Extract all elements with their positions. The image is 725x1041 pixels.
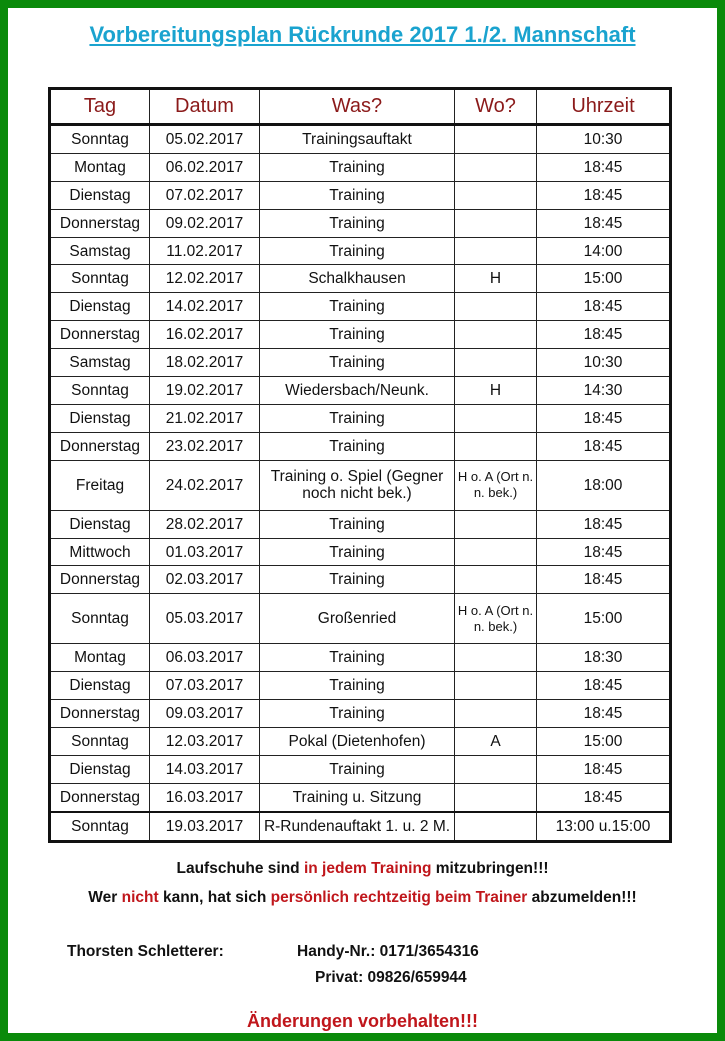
cell-was: Training <box>260 404 455 432</box>
cell-was: Trainingsauftakt <box>260 125 455 154</box>
header-wo: Wo? <box>455 89 537 125</box>
table-row <box>50 566 671 594</box>
contact-name: Thorsten Schletterer: <box>67 943 224 960</box>
cell-wo <box>455 510 537 538</box>
cell-was: Training <box>260 644 455 672</box>
table-row <box>50 321 671 349</box>
note2-part-e: abzumelden!!! <box>527 889 637 906</box>
table-header-row <box>50 89 671 125</box>
note2-part-c: kann, hat sich <box>158 889 271 906</box>
cell-wo <box>455 672 537 700</box>
cell-zeit: 18:45 <box>537 432 671 460</box>
cell-zeit: 18:45 <box>537 755 671 783</box>
cell-tag: Mittwoch <box>50 538 150 566</box>
cell-tag: Donnerstag <box>50 700 150 728</box>
cell-was: Training <box>260 321 455 349</box>
cell-datum: 21.02.2017 <box>150 404 260 432</box>
cell-was: Training <box>260 510 455 538</box>
cell-was: Training <box>260 755 455 783</box>
cell-datum: 24.02.2017 <box>150 460 260 510</box>
cell-zeit: 18:45 <box>537 293 671 321</box>
table-row <box>50 700 671 728</box>
cell-datum: 07.02.2017 <box>150 181 260 209</box>
cell-wo <box>455 566 537 594</box>
table-row <box>50 209 671 237</box>
cell-was: Training <box>260 153 455 181</box>
table-row <box>50 510 671 538</box>
cell-tag: Donnerstag <box>50 432 150 460</box>
cell-zeit: 18:30 <box>537 644 671 672</box>
table-row <box>50 644 671 672</box>
cell-wo <box>455 538 537 566</box>
cell-was: R-Rundenauftakt 1. u. 2 M. <box>260 812 455 841</box>
cell-tag: Sonntag <box>50 594 150 644</box>
note1-part-b: in jedem Training <box>303 860 432 877</box>
cell-wo <box>455 783 537 811</box>
cell-tag: Donnerstag <box>50 321 150 349</box>
cell-datum: 19.02.2017 <box>150 377 260 405</box>
header-datum: Datum <box>150 89 260 125</box>
cell-was: Training <box>260 566 455 594</box>
header-was: Was? <box>260 89 455 125</box>
contact-privat: Privat: 09826/659944 <box>315 969 467 986</box>
note1-part-c: mitzubringen!!! <box>431 860 549 877</box>
cell-wo: A <box>455 728 537 756</box>
cell-was: Training <box>260 181 455 209</box>
note1-part-a: Laufschuhe sind <box>176 860 304 877</box>
cell-wo <box>455 125 537 154</box>
page-title: Vorbereitungsplan Rückrunde 2017 1./2. Mannschaft <box>89 22 636 47</box>
cell-zeit: 18:45 <box>537 566 671 594</box>
cell-tag: Montag <box>50 153 150 181</box>
table-row <box>50 812 671 841</box>
table-row <box>50 377 671 405</box>
cell-tag: Donnerstag <box>50 566 150 594</box>
cell-wo <box>455 237 537 265</box>
cell-wo <box>455 181 537 209</box>
cell-datum: 09.02.2017 <box>150 209 260 237</box>
cell-wo <box>455 404 537 432</box>
cell-datum: 02.03.2017 <box>150 566 260 594</box>
cell-datum: 19.03.2017 <box>150 812 260 841</box>
cell-tag: Dienstag <box>50 672 150 700</box>
note2-part-d: persönlich rechtzeitig beim Trainer <box>270 889 528 906</box>
cell-datum: 14.02.2017 <box>150 293 260 321</box>
cell-zeit: 18:45 <box>537 538 671 566</box>
cell-tag: Samstag <box>50 237 150 265</box>
cell-was: Training o. Spiel (Gegner noch nicht bek.) <box>260 460 455 510</box>
cell-was: Training <box>260 209 455 237</box>
cell-datum: 28.02.2017 <box>150 510 260 538</box>
cell-wo <box>455 321 537 349</box>
cell-was: Training <box>260 349 455 377</box>
cell-datum: 14.03.2017 <box>150 755 260 783</box>
cell-datum: 16.03.2017 <box>150 783 260 811</box>
cell-wo: H o. A (Ort n. n. bek.) <box>455 594 537 644</box>
cell-tag: Montag <box>50 644 150 672</box>
cell-datum: 12.03.2017 <box>150 728 260 756</box>
table-row <box>50 237 671 265</box>
cell-zeit: 10:30 <box>537 125 671 154</box>
cell-wo: H <box>455 265 537 293</box>
header-uhrzeit: Uhrzeit <box>537 89 671 125</box>
cell-wo: H o. A (Ort n. n. bek.) <box>455 460 537 510</box>
table-row <box>50 125 671 154</box>
table-row <box>50 404 671 432</box>
cell-tag: Dienstag <box>50 755 150 783</box>
cell-datum: 18.02.2017 <box>150 349 260 377</box>
cell-wo <box>455 755 537 783</box>
cell-zeit: 18:45 <box>537 510 671 538</box>
cell-wo: H <box>455 377 537 405</box>
cell-was: Training <box>260 237 455 265</box>
table-row <box>50 460 671 510</box>
cell-was: Training <box>260 538 455 566</box>
cell-tag: Dienstag <box>50 510 150 538</box>
cell-zeit: 10:30 <box>537 349 671 377</box>
cell-datum: 06.03.2017 <box>150 644 260 672</box>
cell-was: Großenried <box>260 594 455 644</box>
cell-datum: 16.02.2017 <box>150 321 260 349</box>
table-row <box>50 672 671 700</box>
cell-tag: Sonntag <box>50 812 150 841</box>
note-running-shoes <box>0 860 725 878</box>
cell-was: Training <box>260 672 455 700</box>
cell-was: Training u. Sitzung <box>260 783 455 811</box>
table-row <box>50 265 671 293</box>
table-row <box>50 728 671 756</box>
cell-zeit: 18:45 <box>537 209 671 237</box>
header-tag: Tag <box>50 89 150 125</box>
cell-zeit: 18:45 <box>537 783 671 811</box>
cell-tag: Sonntag <box>50 377 150 405</box>
table-row <box>50 153 671 181</box>
table-row <box>50 538 671 566</box>
cell-zeit: 18:45 <box>537 672 671 700</box>
cell-wo <box>455 293 537 321</box>
cell-wo <box>455 812 537 841</box>
schedule-table <box>48 87 672 843</box>
cell-datum: 09.03.2017 <box>150 700 260 728</box>
cell-tag: Dienstag <box>50 404 150 432</box>
cell-zeit: 18:45 <box>537 404 671 432</box>
table-row <box>50 181 671 209</box>
note2-part-a: Wer <box>88 889 122 906</box>
cell-tag: Donnerstag <box>50 209 150 237</box>
contact-handy: Handy-Nr.: 0171/3654316 <box>297 943 479 960</box>
cell-tag: Dienstag <box>50 181 150 209</box>
table-row <box>50 432 671 460</box>
cell-was: Schalkhausen <box>260 265 455 293</box>
cell-was: Training <box>260 700 455 728</box>
note-absence <box>0 889 725 907</box>
cell-was: Training <box>260 293 455 321</box>
cell-zeit: 18:00 <box>537 460 671 510</box>
footer-note: Änderungen vorbehalten!!! <box>246 1011 478 1031</box>
cell-was: Wiedersbach/Neunk. <box>260 377 455 405</box>
cell-zeit: 15:00 <box>537 265 671 293</box>
cell-zeit: 18:45 <box>537 181 671 209</box>
cell-datum: 23.02.2017 <box>150 432 260 460</box>
cell-tag: Samstag <box>50 349 150 377</box>
cell-zeit: 15:00 <box>537 728 671 756</box>
cell-zeit: 18:45 <box>537 700 671 728</box>
table-row <box>50 594 671 644</box>
cell-wo <box>455 700 537 728</box>
cell-tag: Sonntag <box>50 125 150 154</box>
cell-wo <box>455 153 537 181</box>
cell-zeit: 14:00 <box>537 237 671 265</box>
table-row <box>50 349 671 377</box>
cell-was: Training <box>260 432 455 460</box>
cell-tag: Freitag <box>50 460 150 510</box>
cell-wo <box>455 432 537 460</box>
cell-datum: 05.02.2017 <box>150 125 260 154</box>
cell-zeit: 18:45 <box>537 153 671 181</box>
cell-datum: 11.02.2017 <box>150 237 260 265</box>
cell-was: Pokal (Dietenhofen) <box>260 728 455 756</box>
cell-datum: 05.03.2017 <box>150 594 260 644</box>
cell-tag: Donnerstag <box>50 783 150 811</box>
cell-wo <box>455 644 537 672</box>
table-row <box>50 293 671 321</box>
cell-datum: 01.03.2017 <box>150 538 260 566</box>
cell-wo <box>455 349 537 377</box>
cell-zeit: 15:00 <box>537 594 671 644</box>
cell-tag: Sonntag <box>50 728 150 756</box>
cell-tag: Dienstag <box>50 293 150 321</box>
cell-datum: 07.03.2017 <box>150 672 260 700</box>
cell-datum: 06.02.2017 <box>150 153 260 181</box>
cell-zeit: 14:30 <box>537 377 671 405</box>
table-row <box>50 755 671 783</box>
cell-datum: 12.02.2017 <box>150 265 260 293</box>
cell-tag: Sonntag <box>50 265 150 293</box>
note2-part-b: nicht <box>121 889 159 906</box>
table-row <box>50 783 671 811</box>
cell-zeit: 18:45 <box>537 321 671 349</box>
cell-wo <box>455 209 537 237</box>
cell-zeit: 13:00 u.15:00 <box>537 812 671 841</box>
